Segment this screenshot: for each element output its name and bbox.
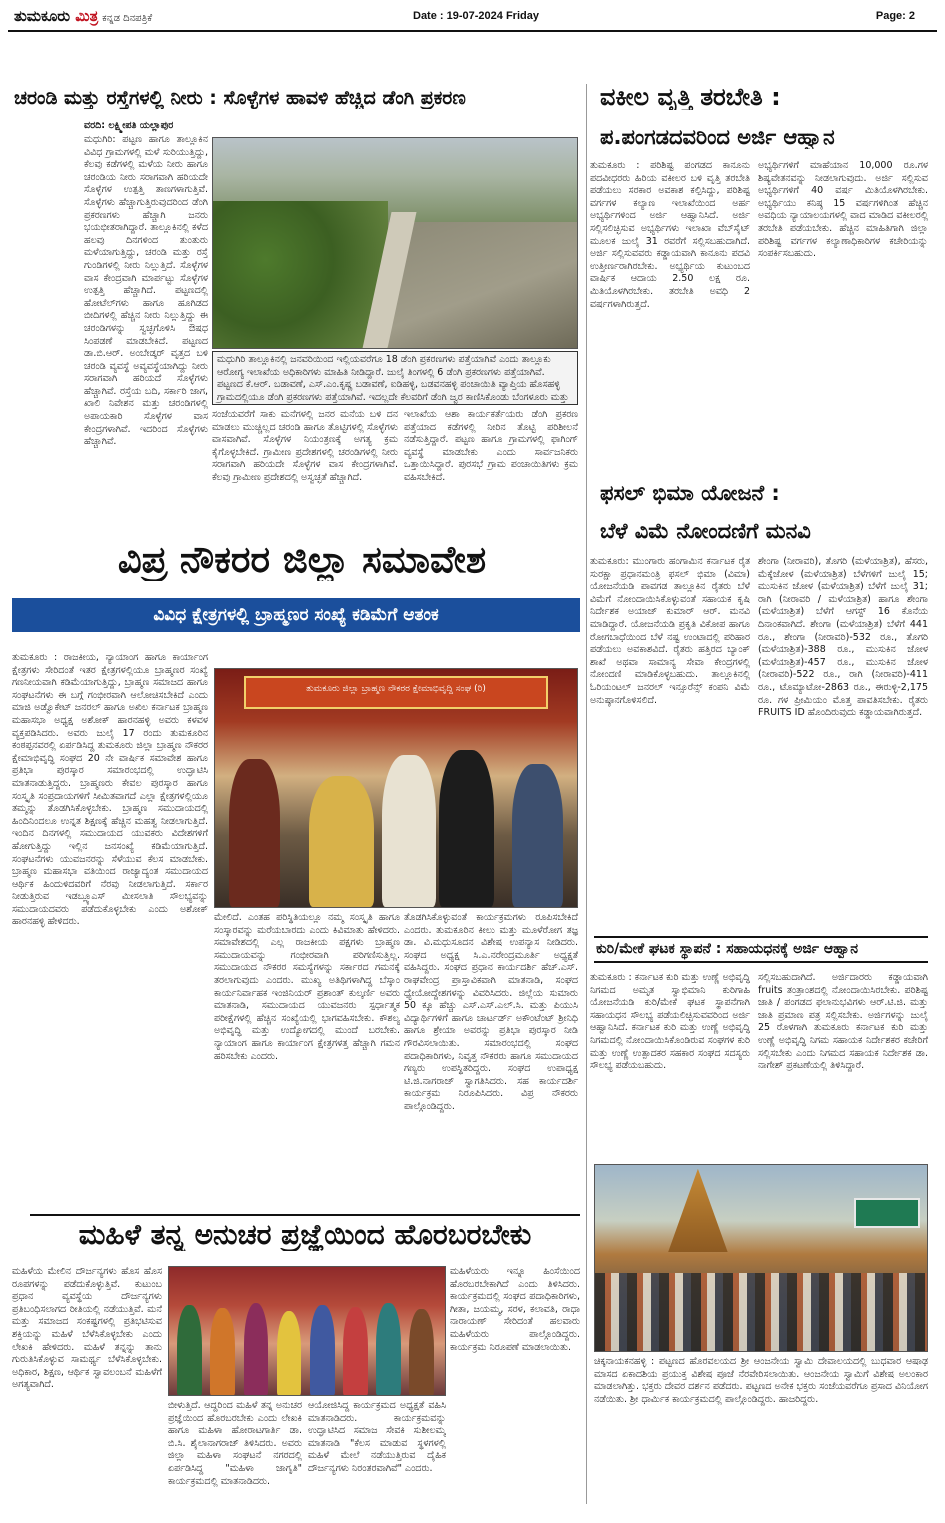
temple-signboard bbox=[854, 1198, 920, 1228]
temple-tower bbox=[668, 1169, 728, 1253]
logo-text: ತುಮಕೂರು bbox=[14, 7, 76, 25]
brahmin-column-3: ತೊಡಗಿಸಿಕೊಳ್ಳುವಂತೆ ಕಾರ್ಯಕ್ರಮಗಳು ರೂಪಿಸಬೇಕಿದೆ ಎಂದರು. ತುಮಕೂರಿನ ಕೀಲು ಮತ್ತು ಮೂಳೆರೋಗ ತಜ್ಞ ಡಾ. ವಿ.ಮಧುಸೂದನ ವಿಶೇಷ ಉಪನ್ಯಾಸ ನೀಡಿದರು. ಸಂಘದ ಅಧ್ಯಕ್ಷ ಸಿ.ಎ.ನರೇಂದ್ರಮೂರ್ತಿ ಅಧ್ಯಕ್ಷತೆ ವಹಿಸಿದ್ದರು. ಸಂಘದ ಪ್ರಧಾನ ಕಾರ್ಯದರ್ಶಿ ಹೆಚ್.ಎಸ್. ರಾಘವೇಂದ್ರ ಪ್ರಾಸ್ತಾವಿಕವಾಗಿ ಮಾತನಾಡಿ, ಸಂಘದ ಧ್ಯೇಯೋದ್ದೇಶಗಳನ್ನು ವಿವರಿಸಿದರು. ಜಿಲ್ಲೆಯ ಸುಮಾರು 50 ಕ್ಕೂ ಹೆಚ್ಚು ಎಸ್.ಎಸ್.ಎಲ್.ಸಿ. ಮತ್ತು ಪಿಯುಸಿ ವಿದ್ಯಾರ್ಥಿಗಳಿಗೆ ಹಾಗೂ ಚಾರ್ಟರ್ಡ್ ಅಕೌಂಟೆಂಟ್ ಶ್ರೀನಿಧಿ ಹಾಗೂ ಶ್ರೇಯಾ ಅವರನ್ನು ಪ್ರತಿಭಾ ಪುರಸ್ಕಾರ ನೀಡಿ ಗೌರವಿಸಲಾಯಿತು. ಸಮಾರಂಭದಲ್ಲಿ ಸಂಘದ ಪದಾಧಿಕಾರಿಗಳು, ನಿವೃತ್ತ ನೌಕರರು ಹಾಗೂ ಸಮುದಾಯದ ಗಣ್ಯರು ಉಪಸ್ಥಿತರಿದ್ದರು. ಸಂಘದ ಉಪಾಧ್ಯಕ್ಷ ಟಿ.ಜಿ.ನಾಗರಾಜ್ ಸ್ವಾಗತಿಸಿದರು. ಸಹ ಕಾರ್ಯದರ್ಶಿ ಕಾರ್ಯಕ್ರಮ ನಿರೂಪಿಸಿದರು. ವಿಪ್ರ ನೌಕರರು ಪಾಲ್ಗೊಂಡಿದ್ದರು. bbox=[404, 912, 578, 1112]
photo-woman-3 bbox=[244, 1303, 269, 1395]
dengue-photo-caption: ಮಧುಗಿರಿ ತಾಲ್ಲೂಕಿನಲ್ಲಿ ಜನವರಿಯಿಂದ ಇಲ್ಲಿಯವರೆಗೂ 18 ಡೆಂಗಿ ಪ್ರಕರಣಗಳು ಪತ್ತೆಯಾಗಿವೆ ಎಂದು ತಾಲ್ಲೂಕು ಆರೋಗ್ಯ ಇಲಾಖೆಯ ಅಧಿಕಾರಿಗಳು ಮಾಹಿತಿ ನೀಡಿದ್ದಾರೆ. ಜುಲೈ ತಿಂಗಳಲ್ಲಿ 6 ಡೆಂಗಿ ಪ್ರಕರಣಗಳು ಪತ್ತೆಯಾಗಿವೆ. ಪಟ್ಟಣದ ಕೆ.ಆರ್. ಬಡಾವಣೆ, ಎಸ್.ಎಂ.ಕೃಷ್ಣ ಬಡಾವಣೆ, ಐಡಿಹಳ್ಳಿ, ಬಡವನಹಳ್ಳಿ ಪಂಚಾಯಿತಿ ವ್ಯಾಪ್ತಿಯ ಹೊಸಹಳ್ಳಿ ಗ್ರಾಮದಲ್ಲಿಯೂ ಡೆಂಗಿ ಪ್ರಕರಣಗಳು ಪತ್ತೆಯಾಗಿವೆ. ಇದಲ್ಲದೇ ಕೆಲವರಿಗೆ ಡೆಂಗಿ ಜ್ವರ ಕಾಣಿಸಿಕೊಂಡು ಬೆಂಗಳೂರು ಮತ್ತು bbox=[212, 351, 578, 405]
crop-column-1: ತುಮಕೂರು: ಮುಂಗಾರು ಹಂಗಾಮಿನ ಕರ್ನಾಟಕ ರೈತ ಸುರಕ್ಷಾ ಪ್ರಧಾನಮಂತ್ರಿ ಫಸಲ್ ಭಿಮಾ (ವಿಮಾ) ಯೋಜನೆಯಡಿ ಪಾವಗಡ ತಾಲ್ಲೂಕಿನ ರೈತರು ಬೆಳೆ ವಿಮೆಗೆ ನೋಂದಾಯಿಸಿಕೊಳ್ಳುವಂತೆ ಸಹಾಯಕ ಕೃಷಿ ನಿರ್ದೇಶಕ ಅಯಾಜ್ ಕುಮಾರ್ ಆರ್. ಮನವಿ ಮಾಡಿದ್ದಾರೆ. ಯೋಜನೆಯಡಿ ಪ್ರಕೃತಿ ವಿಕೋಪ ಹಾಗೂ ರೋಗಬಾಧೆಯಿಂದ ಬೆಳೆ ನಷ್ಟ ಉಂಟಾದಲ್ಲಿ ಪರಿಹಾರ ಪಡೆಯಲು ಅವಕಾಶವಿದೆ. ರೈತರು ಹತ್ತಿರದ ಬ್ಯಾಂಕ್ ಶಾಖೆ ಅಥವಾ ಸಾಮಾನ್ಯ ಸೇವಾ ಕೇಂದ್ರಗಳಲ್ಲಿ ನೋಂದಣಿ ಮಾಡಿಕೊಳ್ಳಬಹುದು. ತಾಲ್ಲೂಕಿನಲ್ಲಿ ಓರಿಯಂಟಲ್ ಜನರಲ್ ಇನ್ಸೂರೆನ್ಸ್ ಕಂಪನಿ ವಿಮೆ ಅನುಷ್ಠಾನಗೊಳಿಸಲಿದೆ. bbox=[590, 556, 750, 706]
photo-woman-8 bbox=[409, 1309, 434, 1395]
masthead-rule bbox=[8, 30, 937, 32]
crop-headline-2: ಬೆಳೆ ವಿಮೆ ನೋಂದಣಿಗೆ ಮನವಿ bbox=[600, 520, 811, 543]
stage-banner bbox=[244, 676, 548, 709]
logo-subtitle: ಕನ್ನಡ ದಿನಪತ್ರಿಕೆ bbox=[102, 13, 153, 24]
lawyer-column-2: ಅಭ್ಯರ್ಥಿಗಳಿಗೆ ಮಾಹೆಯಾನ 10,000 ರೂ.ಗಳ ಶಿಷ್ಯವೇತನವನ್ನು ನೀಡಲಾಗುವುದು. ಅರ್ಜಿ ಸಲ್ಲಿಸುವ ಅಭ್ಯರ್ಥಿಗಳಿಗೆ 40 ವರ್ಷ ಮಿತಿಯೊಳಗಿರಬೇಕು. ಅಭ್ಯರ್ಥಿಯು ಕನಿಷ್ಠ 15 ವರ್ಷಗಳಿಗಿಂತ ಹೆಚ್ಚಿನ ಅವಧಿಯ ನ್ಯಾಯಾಲಯಗಳಲ್ಲಿ ವಾದ ಮಾಡಿದ ವಕೀಲರಲ್ಲಿ ತರಬೇತಿ ಪಡೆಯಬೇಕು. ಹೆಚ್ಚಿನ ಮಾಹಿತಿಗಾಗಿ ಜಿಲ್ಲಾ ಪರಿಶಿಷ್ಟ ವರ್ಗಗಳ ಕಲ್ಯಾಣಾಧಿಕಾರಿಗಳ ಕಚೇರಿಯನ್ನು ಸಂಪರ್ಕಿಸಬಹುದು. bbox=[758, 160, 928, 260]
convention-photo bbox=[214, 668, 578, 908]
women-column-2: ಬೀಳುತ್ತಿದೆ. ಆದ್ದರಿಂದ ಮಹಿಳೆ ತನ್ನ ಅನುಚರ ಪ್ರಜ್ಞೆಯಿಂದ ಹೊರಬರಬೇಕು ಎಂದು ಲೇಖಕಿ ಹಾಗೂ ಮಹಿಳಾ ಹೋರಾಟಗಾರ್ತಿ ಡಾ. ಬಿ.ಸಿ. ಶೈಲಾನಾಗರಾಜ್ ತಿಳಿಸಿದರು. ಅವರು ಜಿಲ್ಲಾ ಮಹಿಳಾ ಸಂಘಟನೆ ನಗರದಲ್ಲಿ ಏರ್ಪಡಿಸಿದ್ದ "ಮಹಿಳಾ ಜಾಗೃತಿ" ಕಾರ್ಯಕ್ರಮದಲ್ಲಿ ಮಾತನಾಡಿದರು. bbox=[168, 1400, 302, 1487]
photo-woman-7 bbox=[376, 1303, 401, 1395]
newspaper-logo bbox=[14, 7, 152, 25]
photo-person-5 bbox=[512, 764, 563, 907]
logo-highlight: ಮಿತ್ರ bbox=[75, 7, 99, 25]
photo-woman-1 bbox=[177, 1305, 202, 1395]
sheep-column-2: ಸಲ್ಲಿಸಬಹುದಾಗಿದೆ. ಅರ್ಜಿದಾರರು ಕಡ್ಡಾಯವಾಗಿ fruits ತಂತ್ರಾಂಶದಲ್ಲಿ ನೋಂದಾಯಿಸಿರಬೇಕು. ಪರಿಶಿಷ್ಟ ಜಾತಿ / ಪಂಗಡದ ಫಲಾನುಭವಿಗಳು ಆರ್.ಟಿ.ಜಿ. ಮತ್ತು ಜಾತಿ ಪ್ರಮಾಣ ಪತ್ರ ಸಲ್ಲಿಸಬೇಕು. ಅರ್ಜಿಗಳನ್ನು ಜುಲೈ 25 ರೊಳಗಾಗಿ ತುಮಕೂರು ಕರ್ನಾಟಕ ಕುರಿ ಮತ್ತು ಉಣ್ಣೆ ಅಭಿವೃದ್ಧಿ ನಿಗಮ ಸಹಾಯಕ ನಿರ್ದೇಶಕರ ಕಚೇರಿಗೆ ಸಲ್ಲಿಸಬೇಕು ಎಂದು ನಿಗಮದ ಸಹಾಯಕ ನಿರ್ದೇಶಕ ಡಾ. ನಾಗೇಶ್ ಪ್ರಕಟಣೆಯಲ್ಲಿ ತಿಳಿಸಿದ್ದಾರೆ. bbox=[758, 972, 928, 1072]
dengue-byline: ವರದಿ: ಲಕ್ಷ್ಮೀಪತಿ ಯಲ್ಲಾಪುರ bbox=[84, 120, 174, 131]
brahmin-subhead: ವಿವಿಧ ಕ್ಷೇತ್ರಗಳಲ್ಲಿ ಬ್ರಾಹ್ಮಣರ ಸಂಖ್ಯೆ ಕಡಿಮೆಗೆ ಆತಂಕ bbox=[12, 598, 580, 632]
photo-woman-5 bbox=[310, 1305, 335, 1395]
dengue-column-1: ಮಧುಗಿರಿ: ಪಟ್ಟಣ ಹಾಗೂ ತಾಲ್ಲೂಕಿನ ವಿವಿಧ ಗ್ರಾಮಗಳಲ್ಲಿ ಮಳೆ ಸುರಿಯುತ್ತಿದ್ದು, ಕೆಲವು ಕಡೆಗಳಲ್ಲಿ ಮಳೆಯ ನೀರು ಹಾಗೂ ಚರಂಡಿಯ ನೀರು ಸರಾಗವಾಗಿ ಹರಿಯದೇ ಸೊಳ್ಳೆಗಳ ಉತ್ಪತ್ತಿ ತಾಣಗಳಾಗುತ್ತಿವೆ. ಸೊಳ್ಳೆಗಳು ಹೆಚ್ಚಾಗುತ್ತಿರುವುದರಿಂದ ಡೆಂಗಿ ಪ್ರಕರಣಗಳು ಹೆಚ್ಚಾಗಿ ಜನರು ಭಯಭೀತರಾಗಿದ್ದಾರೆ. ತಾಲ್ಲೂಕಿನಲ್ಲಿ ಕಳೆದ ಹಲವು ದಿನಗಳಿಂದ ತುಂತುರು ಮಳೆಯಾಗುತ್ತಿದ್ದು, ಚರಂಡಿ ಮತ್ತು ರಸ್ತೆ ಗುಂಡಿಗಳಲ್ಲಿ ನೀರು ನಿಲ್ಲುತ್ತಿದೆ. ಸೊಳ್ಳೆಗಳ ವಾಸ ಕೇಂದ್ರವಾಗಿ ಮಾರ್ಪಟ್ಟು ಸೊಳ್ಳೆಗಳ ಉತ್ಪತ್ತಿ ಹೆಚ್ಚಾಗಿದೆ. ಪಟ್ಟಣದಲ್ಲಿ ಹೋಟೆಲ್‌ಗಳು ಹಾಗೂ ಹೂಗಿಡದ ಬೀದಿಗಳಲ್ಲಿ ಹೆಚ್ಚಿನ ನೀರು ನಿಲ್ಲುತ್ತಿದ್ದು ಈ ಚರಂಡಿಗಳನ್ನು ಸ್ವಚ್ಛಗೊಳಿಸಿ ಔಷಧ ಸಿಂಪಡಣೆ ಮಾಡಬೇಕಿದೆ. ಪಟ್ಟಣದ ಡಾ.ಬಿ.ಆರ್. ಅಂಬೇಡ್ಕರ್ ವೃತ್ತದ ಬಳಿ ಚರಂಡಿ ವ್ಯವಸ್ಥೆ ಅವ್ಯವಸ್ಥೆಯಾಗಿದ್ದು ನೀರು ಸರಾಗವಾಗಿ ಹರಿಯದೆ ಸೊಳ್ಳೆಗಳು ಹೆಚ್ಚಾಗಿವೆ. ರಸ್ತೆಯ ಬದಿ, ಸರ್ಕಾರಿ ಜಾಗ, ಖಾಲಿ ನಿವೇಶನ ಮತ್ತು ಚರಂಡಿಗಳಲ್ಲಿ ಅಪಾಯಕಾರಿ ಸೊಳ್ಳೆಗಳ ವಾಸ ಕೇಂದ್ರಗಳಾಗಿವೆ. ಇದರಿಂದ ಸೊಳ್ಳೆಗಳು ಹೆಚ್ಚಾಗಿವೆ. bbox=[84, 134, 208, 448]
page-number: Page: 2 bbox=[875, 10, 915, 22]
crop-headline-1: ಫಸಲ್ ಭಿಮಾ ಯೋಜನೆ : bbox=[600, 482, 780, 505]
lawyer-headline-1: ವಕೀಲ ವೃತ್ತಿ ತರಬೇತಿ : bbox=[600, 84, 781, 111]
brahmin-column-1: ತುಮಕೂರು : ರಾಜಕೀಯ, ನ್ಯಾಯಾಂಗ ಹಾಗೂ ಕಾರ್ಯಾಂಗ ಕ್ಷೇತ್ರಗಳು ಸೇರಿದಂತೆ ಇತರ ಕ್ಷೇತ್ರಗಳಲ್ಲಿಯೂ ಬ್ರಾಹ್ಮಣರ ಸಂಖ್ಯೆ ಗಣನೀಯವಾಗಿ ಕಡಿಮೆಯಾಗುತ್ತಿದ್ದು, ಬ್ರಾಹ್ಮಣ ಸಮಾಜದ ಹಾಗೂ ಸಂಘಟನೆಗಳು ಈ ಬಗ್ಗೆ ಗಂಭೀರವಾಗಿ ಆಲೋಚಿಸಬೇಕಿದೆ ಎಂದು ಮಾಜಿ ಅಡ್ವೊಕೇಟ್ ಜನರಲ್ ಹಾಗೂ ಅಖಿಲ ಕರ್ನಾಟಕ ಬ್ರಾಹ್ಮಣ ಮಹಾಸಭಾ ಅಧ್ಯಕ್ಷ ಅಶೋಕ್ ಹಾರನಹಳ್ಳಿ ಅವರು ಕಳವಳ ವ್ಯಕ್ತಪಡಿಸಿದರು. ಅವರು ಜುಲೈ 17 ರಂದು ತುಮಕೂರಿನ ಕಂಠಪ್ಪನವರಲ್ಲಿ ಏರ್ಪಡಿಸಿದ್ದ ತುಮಕೂರು ಜಿಲ್ಲಾ ಬ್ರಾಹ್ಮಣ ನೌಕರರ ಕ್ಷೇಮಾಭಿವೃದ್ಧಿ ಸಂಘದ 20 ನೇ ವಾರ್ಷಿಕ ಸಮಾವೇಶ ಹಾಗೂ ಪ್ರತಿಭಾ ಪುರಸ್ಕಾರ ಸಮಾರಂಭದಲ್ಲಿ ಉದ್ಘಾಟಿಸಿ ಮಾತನಾಡುತ್ತಿದ್ದರು. ಬ್ರಾಹ್ಮಣರು ಕೇವಲ ಪುರಸ್ಕಾರ ಹಾಗೂ ಸಂಸ್ಕೃತಿ ಸಂಪ್ರದಾಯಗಳಿಗೆ ಸೀಮಿತವಾಗದೆ ಎಲ್ಲಾ ಕ್ಷೇತ್ರಗಳಲ್ಲಿಯೂ ತಮ್ಮನ್ನು ತೊಡಗಿಸಿಕೊಳ್ಳಬೇಕು. ಬ್ರಾಹ್ಮಣ ಸಮುದಾಯದಲ್ಲಿ ಹಿಂದಿನಿಂದಲೂ ಉನ್ನತ ಶಿಕ್ಷಣಕ್ಕೆ ಹೆಚ್ಚಿನ ಮಹತ್ವ ನೀಡಲಾಗುತ್ತಿದೆ. ಇಂದಿನ ದಿನಗಳಲ್ಲಿ ಸಮುದಾಯದ ಯುವಕರು ವಿದೇಶಗಳಿಗೆ ಹೋಗುತ್ತಿದ್ದು ಇಲ್ಲಿನ ಜನಸಂಖ್ಯೆ ಕಡಿಮೆಯಾಗುತ್ತಿದೆ. ಸಂಘಟನೆಗಳು ಯುವಜನರನ್ನು ಸೆಳೆಯುವ ಕೆಲಸ ಮಾಡಬೇಕು. ಬ್ರಾಹ್ಮಣ ಮಹಾಸಭಾ ವತಿಯಿಂದ ರಾಜ್ಯಾದ್ಯಂತ ಸಮುದಾಯದ ಆರ್ಥಿಕ ಹಿಂದುಳಿದವರಿಗೆ ನೆರವು ನೀಡಲಾಗುತ್ತಿದೆ. ಸರ್ಕಾರ ನೀಡುತ್ತಿರುವ ಇಡಬ್ಲ್ಯೂಎಸ್ ಮೀಸಲಾತಿ ಸೌಲಭ್ಯವನ್ನು ಸಮುದಾಯದವರು ಪಡೆದುಕೊಳ್ಳಬೇಕು ಎಂದು ಅಶೋಕ್ ಹಾರನಹಳ್ಳಿ ಹೇಳಿದರು. bbox=[12, 652, 208, 928]
women-event-photo bbox=[168, 1266, 446, 1396]
sheep-headline: ಕುರಿ/ಮೇಕೆ ಘಟಕ ಸ್ಥಾಪನೆ : ಸಹಾಯಧನಕ್ಕೆ ಅರ್ಜಿ ಆಹ್ವಾನ bbox=[594, 936, 928, 963]
women-headline: ಮಹಿಳೆ ತನ್ನ ಅನುಚರ ಪ್ರಜ್ಞೆಯಿಂದ ಹೊರಬರಬೇಕು bbox=[30, 1214, 580, 1251]
temple-crowd bbox=[595, 1273, 927, 1351]
women-column-1: ಮಹಿಳೆಯ ಮೇಲಿನ ದೌರ್ಜನ್ಯಗಳು ಹೊಸ ಹೊಸ ರೂಪಗಳನ್ನು ಪಡೆದುಕೊಳ್ಳುತ್ತಿವೆ. ಕುಟುಂಬ ಪ್ರಧಾನ ವ್ಯವಸ್ಥೆಯ ದೌರ್ಜನ್ಯಗಳು ಪ್ರತಿಬಂಧಿಸಲಾಗದ ರೀತಿಯಲ್ಲಿ ನಡೆಯುತ್ತಿವೆ. ಮನೆ ಮತ್ತು ಸಮಾಜದ ಸಂಕಷ್ಟಗಳಲ್ಲಿ ಪ್ರತಿಭಟಿಸುವ ಶಕ್ತಿಯನ್ನು ಮಹಿಳೆ ಬೆಳೆಸಿಕೊಳ್ಳಬೇಕು ಎಂದು ಲೇಖಕಿ ಹೇಳಿದರು. ಮಹಿಳೆ ತನ್ನನ್ನು ತಾನು ಗುರುತಿಸಿಕೊಳ್ಳುವ ಸಾಮರ್ಥ್ಯ ಬೆಳೆಸಿಕೊಳ್ಳಬೇಕು. ಅಧಿಕಾರ, ಶಿಕ್ಷಣ, ಆರ್ಥಿಕ ಸ್ವಾವಲಂಬನೆ ಮಹಿಳೆಗೆ ಅಗತ್ಯವಾಗಿದೆ. bbox=[12, 1266, 162, 1391]
women-column-4: ಮಹಿಳೆಯರು ಇನ್ನೂ ಹಿಂಸೆಯಿಂದ ಹೊರಬರಬೇಕಾಗಿದೆ ಎಂದು ತಿಳಿಸಿದರು. ಕಾರ್ಯಕ್ರಮದಲ್ಲಿ ಸಂಘದ ಪದಾಧಿಕಾರಿಗಳು, ಗೀತಾ, ಜಯಮ್ಮ, ಸರಳ, ಕಲಾವತಿ, ರಾಧಾ ನಾರಾಯಣ್ ಸೇರಿದಂತೆ ಹಲವಾರು ಮಹಿಳೆಯರು ಪಾಲ್ಗೊಂಡಿದ್ದರು. ಕಾರ್ಯಕ್ರಮ ನಿರೂಪಣೆ ಮಾಡಲಾಯಿತು. bbox=[450, 1266, 580, 1353]
photo-person-4 bbox=[439, 750, 493, 907]
photo-woman-6 bbox=[343, 1307, 368, 1395]
brahmin-column-2: ಮೇಲಿದೆ. ಎಂತಹ ಪರಿಸ್ಥಿತಿಯಲ್ಲೂ ನಮ್ಮ ಸಂಸ್ಕೃತಿ ಹಾಗೂ ಸಂಸ್ಕಾರವನ್ನು ಮರೆಯಬಾರದು ಎಂದು ಕಿವಿಮಾತು ಹೇಳಿದರು. ಸಮಾವೇಶದಲ್ಲಿ ಎಲ್ಲ ರಾಜಕೀಯ ಪಕ್ಷಗಳು ಬ್ರಾಹ್ಮಣ ಸಮುದಾಯವನ್ನು ಗಂಭೀರವಾಗಿ ಪರಿಗಣಿಸುತ್ತಿಲ್ಲ. ಸಮುದಾಯದ ನೌಕರರ ಸಮಸ್ಯೆಗಳನ್ನು ಸರ್ಕಾರದ ಗಮನಕ್ಕೆ ತರಲಾಗುವುದು ಎಂದರು. ಮುಖ್ಯ ಅತಿಥಿಗಳಾಗಿದ್ದ ಬೆಸ್ಕಾಂ ಕಾರ್ಯನಿರ್ವಾಹಕ ಇಂಜಿನಿಯರ್ ಪ್ರಶಾಂತ್ ಕುಲ್ಕರ್ಣಿ ಅವರು ಮಾತನಾಡಿ, ಸಮುದಾಯದ ಯುವಜನರು ಸ್ಪರ್ಧಾತ್ಮಕ ಪರೀಕ್ಷೆಗಳಲ್ಲಿ ಹೆಚ್ಚಿನ ಸಂಖ್ಯೆಯಲ್ಲಿ ಭಾಗವಹಿಸಬೇಕು. ಕೌಶಲ್ಯ ಅಭಿವೃದ್ಧಿ ಮತ್ತು ಉದ್ಯೋಗದಲ್ಲಿ ಮುಂದೆ ಬರಬೇಕು. ನ್ಯಾಯಾಂಗ ಹಾಗೂ ಕಾರ್ಯಾಂಗ ಕ್ಷೇತ್ರಗಳತ್ತ ಹೆಚ್ಚಾಗಿ ಗಮನ ಹರಿಸಬೇಕು ಎಂದರು. bbox=[214, 912, 400, 1062]
lawyer-column-1: ತುಮಕೂರು : ಪರಿಶಿಷ್ಟ ಪಂಗಡದ ಕಾನೂನು ಪದವೀಧರರು ಹಿರಿಯ ವಕೀಲರ ಬಳಿ ವೃತ್ತಿ ತರಬೇತಿ ಪಡೆಯಲು ಸರಕಾರ ಅವಕಾಶ ಕಲ್ಪಿಸಿದ್ದು, ಪರಿಶಿಷ್ಟ ವರ್ಗಗಳ ಕಲ್ಯಾಣ ಇಲಾಖೆಯಿಂದ ಅರ್ಹ ಅಭ್ಯರ್ಥಿಗಳಿಂದ ಅರ್ಜಿ ಆಹ್ವಾನಿಸಿದೆ. ಅರ್ಜಿ ಸಲ್ಲಿಸಲಿಚ್ಛಿಸುವ ಅಭ್ಯರ್ಥಿಗಳು ಇಲಾಖಾ ವೆಬ್‌ಸೈಟ್ ಮೂಲಕ ಜುಲೈ 31 ರವರೆಗೆ ಸಲ್ಲಿಸಬಹುದಾಗಿದೆ. ಅರ್ಜಿ ಸಲ್ಲಿಸುವವರು ಕಡ್ಡಾಯವಾಗಿ ಕಾನೂನು ಪದವಿ ಉತ್ತೀರ್ಣರಾಗಿರಬೇಕು. ಅಭ್ಯರ್ಥಿಯ ಕುಟುಂಬದ ವಾರ್ಷಿಕ ಆದಾಯ 2.50 ಲಕ್ಷ ರೂ. ಮಿತಿಯೊಳಗಿರಬೇಕು. ತರಬೇತಿ ಅವಧಿ 2 ವರ್ಷಗಳಾಗಿರುತ್ತದೆ. bbox=[590, 160, 750, 310]
dengue-column-3: ಇಲಾಖೆಯ ಆಶಾ ಕಾರ್ಯಕರ್ತೆಯರು ಡೆಂಗಿ ಪ್ರಕರಣ ಪತ್ತೆಯಾದ ಕಡೆಗಳಲ್ಲಿ ನೀರಿನ ತೊಟ್ಟಿ ಪರಿಶೀಲನೆ ನಡೆಸುತ್ತಿದ್ದಾರೆ. ಪಟ್ಟಣ ಹಾಗೂ ಗ್ರಾಮಗಳಲ್ಲಿ ಫಾಗಿಂಗ್ ವ್ಯವಸ್ಥೆ ಮಾಡಬೇಕು ಎಂದು ಸಾರ್ವಜನಿಕರು ಒತ್ತಾಯಿಸಿದ್ದಾರೆ. ಪುರಸಭೆ ಗ್ರಾಮ ಪಂಚಾಯಿತಿಗಳು ಕ್ರಮ ವಹಿಸಬೇಕಿದೆ. bbox=[404, 409, 578, 483]
photo-person-2 bbox=[309, 776, 374, 907]
masthead bbox=[8, 6, 937, 28]
women-column-3: ಆಯೋಜಿಸಿದ್ದ ಕಾರ್ಯಕ್ರಮದ ಅಧ್ಯಕ್ಷತೆ ವಹಿಸಿ ಮಾತನಾಡಿದರು. ಕಾರ್ಯಕ್ರಮವನ್ನು ಉದ್ಘಾಟಿಸಿದ ಸಮಾಜ ಸೇವಕಿ ಸುಶೀಲಮ್ಮ ಮಾತನಾಡಿ "ಕೆಲಸ ಮಾಡುವ ಸ್ಥಳಗಳಲ್ಲಿ ಮಹಿಳೆ ಮೇಲೆ ನಡೆಯುತ್ತಿರುವ ದೈಹಿಕ ದೌರ್ಜನ್ಯಗಳು ನಿರಂತರವಾಗಿವೆ" ಎಂದರು. bbox=[308, 1400, 446, 1474]
column-divider bbox=[586, 84, 587, 1504]
photo-person-1 bbox=[229, 759, 280, 907]
photo-woman-2 bbox=[210, 1308, 235, 1395]
temple-caption: ಚಿಕ್ಕನಾಯಕನಹಳ್ಳಿ : ಪಟ್ಟಣದ ಹೊರವಲಯದ ಶ್ರೀ ಆಂಜನೇಯ ಸ್ವಾಮಿ ದೇವಾಲಯದಲ್ಲಿ ಬುಧವಾರ ಆಷಾಢ ಮಾಸದ ಏಕಾದಶಿಯ ಪ್ರಯುಕ್ತ ವಿಶೇಷ ಪೂಜೆ ನೆರವೇರಿಸಲಾಯಿತು. ಆಂಜನೇಯ ಸ್ವಾಮಿಗೆ ವಿಶೇಷ ಅಲಂಕಾರ ಮಾಡಲಾಗಿತ್ತು. ಭಕ್ತರು ದೇವರ ದರ್ಶನ ಪಡೆದರು. ಪಟ್ಟಣದ ಅನೇಕ ಭಕ್ತರು ಸಂಜೆಯವರೆಗೂ ಪ್ರಸಾದ ವಿನಿಯೋಗ ನಡೆಯಿತು. ಶ್ರೀ ಧಾರ್ಮಿಕ ಕಾರ್ಯಕ್ರಮದಲ್ಲಿ ಪಾಲ್ಗೊಂಡಿದ್ದರು. ಹಾಜರಿದ್ದರು. bbox=[594, 1356, 928, 1405]
stage-banner-text: ತುಮಕೂರು ಜಿಲ್ಲಾ ಬ್ರಾಹ್ಮಣ ನೌಕರರ ಕ್ಷೇಮಾಭಿವೃದ್ಧಿ ಸಂಘ (ರಿ) bbox=[306, 684, 486, 695]
photo-water bbox=[388, 222, 577, 348]
dengue-headline: ಚರಂಡಿ ಮತ್ತು ರಸ್ತೆಗಳಲ್ಲಿ ನೀರು : ಸೊಳ್ಳೆಗಳ ಹಾವಳಿ ಹೆಚ್ಚಿದ ಡೆಂಗಿ ಪ್ರಕರಣ bbox=[14, 88, 466, 109]
temple-photo bbox=[594, 1164, 928, 1352]
photo-woman-4 bbox=[277, 1311, 302, 1395]
issue-date: Date : 19-07-2024 Friday bbox=[413, 10, 539, 22]
photo-person-3 bbox=[382, 755, 436, 907]
sheep-column-1: ತುಮಕೂರು : ಕರ್ನಾಟಕ ಕುರಿ ಮತ್ತು ಉಣ್ಣೆ ಅಭಿವೃದ್ಧಿ ನಿಗಮದ ಅಮೃತ ಸ್ವಾಭಿಮಾನಿ ಕುರಿಗಾಹಿ ಯೋಜನೆಯಡಿ ಕುರಿ/ಮೇಕೆ ಘಟಕ ಸ್ಥಾಪನೆಗಾಗಿ ಸಹಾಯಧನ ಸೌಲಭ್ಯ ಪಡೆಯಲಿಚ್ಛಿಸುವವರಿಂದ ಅರ್ಜಿ ಆಹ್ವಾನಿಸಿದೆ. ಕರ್ನಾಟಕ ಕುರಿ ಮತ್ತು ಉಣ್ಣೆ ಅಭಿವೃದ್ಧಿ ನಿಗಮದಲ್ಲಿ ನೋಂದಾಯಿಸಿಕೊಂಡಿರುವ ಸಂಘಗಳ ಕುರಿ ಮತ್ತು ಉಣ್ಣೆ ಉತ್ಪಾದಕರ ಸಹಕಾರ ಸಂಘದ ಸದಸ್ಯರು ಸೌಲಭ್ಯ ಪಡೆಯಬಹುದು. bbox=[590, 972, 750, 1072]
crop-column-2: ಶೇಂಗಾ (ನೀರಾವರಿ), ತೊಗರಿ (ಮಳೆಯಾಶ್ರಿತ), ಹೆಸರು, ಮೆಕ್ಕೆಜೋಳ (ಮಳೆಯಾಶ್ರಿತ) ಬೆಳೆಗಳಿಗೆ ಜುಲೈ 15; ಮುಸುಕಿನ ಜೋಳ (ಮಳೆಯಾಶ್ರಿತ) ಬೆಳೆಗೆ ಜುಲೈ 31; ರಾಗಿ (ನೀರಾವರಿ / ಮಳೆಯಾಶ್ರಿತ) ಹಾಗೂ ಶೇಂಗಾ (ಮಳೆಯಾಶ್ರಿತ) ಬೆಳೆಗೆ ಆಗಸ್ಟ್ 16 ಕೊನೆಯ ದಿನಾಂಕವಾಗಿದೆ. ಶೇಂಗಾ (ಮಳೆಯಾಶ್ರಿತ) ಬೆಳೆಗೆ 441 ರೂ., ಶೇಂಗಾ (ನೀರಾವರಿ)-532 ರೂ., ತೊಗರಿ (ಮಳೆಯಾಶ್ರಿತ)-388 ರೂ., ಮುಸುಕಿನ ಜೋಳ (ಮಳೆಯಾಶ್ರಿತ)-457 ರೂ., ಮುಸುಕಿನ ಜೋಳ (ನೀರಾವರಿ)-522 ರೂ., ರಾಗಿ (ನೀರಾವರಿ)-411 ರೂ., ಟೊಮ್ಯಾಟೋ-2863 ರೂ., ಈರುಳ್ಳಿ-2,175 ರೂ. ಗಳ ಪ್ರೀಮಿಯಂ ಮೊತ್ತ ಪಾವತಿಸಬೇಕು. ರೈತರು FRUITS ID ಹೊಂದಿರುವುದು ಕಡ್ಡಾಯವಾಗಿರುತ್ತದೆ. bbox=[758, 556, 928, 719]
drain-photo bbox=[212, 137, 578, 349]
dengue-column-2: ಸಂಜೆಯವರೆಗೆ ಸಾಕು ಮನೆಗಳಲ್ಲಿ ಜನರ ಮನೆಯ ಬಳಿ ದನ ಮಾಡಲು ಮುಚ್ಚಿಲ್ಲದ ಚರಂಡಿ ಹಾಗೂ ತೊಟ್ಟಿಗಳಲ್ಲಿ ಸೊಳ್ಳೆಗಳು ವಾಸವಾಗಿವೆ. ಸೊಳ್ಳೆಗಳ ನಿಯಂತ್ರಣಕ್ಕೆ ಅಗತ್ಯ ಕ್ರಮ ಕೈಗೊಳ್ಳಬೇಕಿದೆ. ಗ್ರಾಮೀಣ ಪ್ರದೇಶಗಳಲ್ಲಿ ಚರಂಡಿಗಳಲ್ಲಿ ನೀರು ಸರಾಗವಾಗಿ ಹರಿಯದೇ ಸೊಳ್ಳೆಗಳ ವಾಸ ಕೇಂದ್ರಗಳಾಗಿವೆ. ಕೆಲವು ಗ್ರಾಮೀಣ ಪ್ರದೇಶದಲ್ಲಿ ಅಸ್ವಚ್ಛತೆ ಹೆಚ್ಚಾಗಿದೆ. bbox=[212, 409, 398, 483]
brahmin-headline: ವಿಪ್ರ ನೌಕರರ ಜಿಲ್ಲಾ ಸಮಾವೇಶ bbox=[117, 540, 487, 581]
photo-grass bbox=[213, 201, 388, 348]
lawyer-headline-2: ಪ.ಪಂಗಡದವರಿಂದ ಅರ್ಜಿ ಆಹ್ವಾನ bbox=[600, 126, 835, 149]
